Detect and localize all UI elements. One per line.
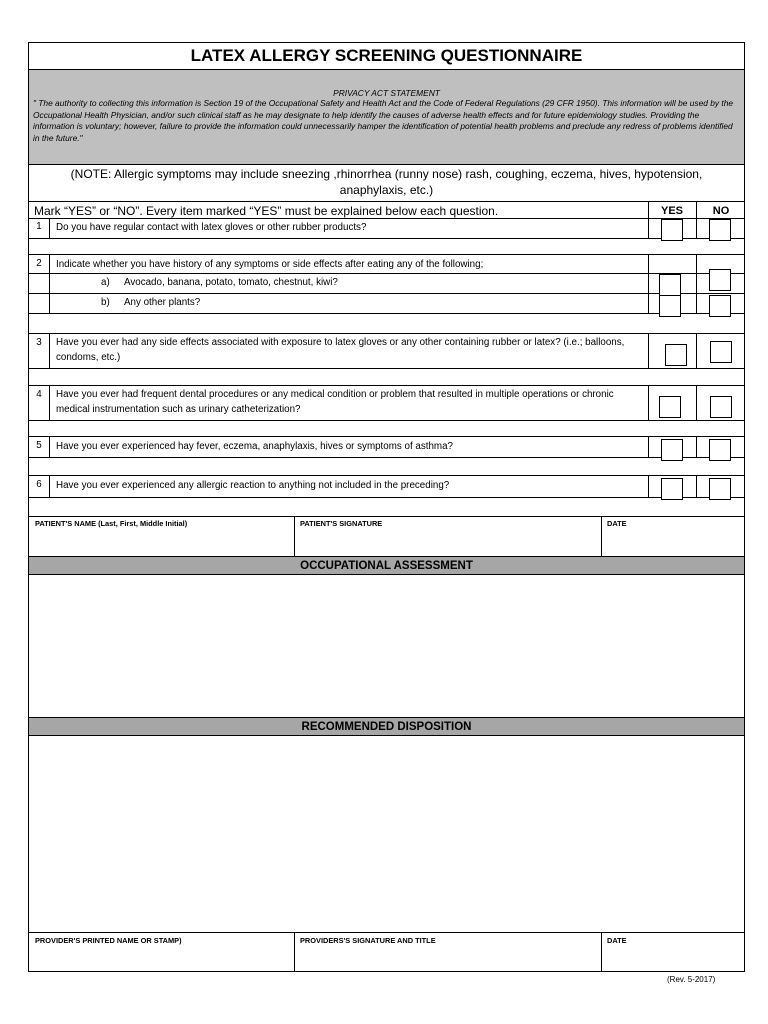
question-1-number: 1 (36, 221, 42, 232)
symptoms-note: (NOTE: Allergic symptoms may include sneezing ,rhinorrhea (runny nose) rash, coughing, eczema, hives, hypotension, anaphylaxis, etc.) (70, 167, 703, 197)
recommended-disposition-header: RECOMMENDED DISPOSITION (29, 717, 744, 736)
recommended-disposition-area[interactable] (29, 737, 744, 932)
q1-yes-checkbox[interactable] (661, 219, 683, 241)
privacy-body: " The authority to collecting this information is Section 19 of the Occupational Safety and Health Act and the Code of Federal Regulations (29 CFR 1950). This information will be used by the Occupational Health Physician, and/or such clinical staff as he may designate to help identify the causes of adverse health effects and for future epidemiology studies. Providing the information is voluntary; however, failure to provide the information could unnecessarily hamper the identification of potential health problems and preclude any redress of problems identified in the future." (33, 98, 734, 143)
q4-yes-checkbox[interactable] (659, 396, 681, 418)
instructions: Mark “YES” or “NO”. Every item marked “YES” must be explained below each question. (34, 204, 499, 218)
q6-yes-checkbox[interactable] (661, 478, 683, 500)
question-6-number: 6 (36, 479, 42, 490)
patient-name-label: PATIENT'S NAME (Last, First, Middle Initial) (35, 519, 188, 528)
no-column-header: NO (712, 205, 730, 217)
form-title: LATEX ALLERGY SCREENING QUESTIONNAIRE (190, 46, 583, 65)
provider-date-field[interactable] (606, 947, 742, 969)
question-6-text: Have you ever experienced any allergic reaction to anything not included in the preceding? (56, 480, 450, 491)
q3-yes-checkbox[interactable] (665, 344, 687, 366)
provider-name-field[interactable] (49, 947, 289, 969)
patient-signature-field[interactable] (299, 530, 596, 554)
patient-signature-label: PATIENT'S SIGNATURE (300, 519, 383, 528)
questionnaire-form (28, 42, 745, 972)
question-2b-text: Any other plants? (124, 297, 201, 308)
question-2b-label: b) (101, 297, 110, 308)
question-5-number: 5 (36, 440, 42, 451)
question-5-text: Have you ever experienced hay fever, eczema, anaphylaxis, hives or symptoms of asthma? (56, 441, 453, 452)
privacy-heading: PRIVACY ACT STATEMENT (333, 88, 440, 98)
q5-no-checkbox[interactable] (709, 439, 731, 461)
q2a-no-checkbox[interactable] (709, 269, 731, 291)
q2a-yes-checkbox[interactable] (659, 274, 681, 296)
provider-signature-field[interactable] (299, 947, 596, 969)
q6-no-checkbox[interactable] (709, 478, 731, 500)
revision-note: (Rev. 5-2017) (667, 975, 716, 984)
question-2a-label: a) (101, 277, 110, 288)
question-2-text: Indicate whether you have history of any symptoms or side effects after eating any of the following; (56, 259, 484, 270)
q1-no-checkbox[interactable] (709, 219, 731, 241)
occupational-assessment-area[interactable] (29, 576, 744, 717)
q4-no-checkbox[interactable] (710, 396, 732, 418)
patient-date-field[interactable] (606, 530, 742, 554)
q3-no-checkbox[interactable] (710, 341, 732, 363)
question-3-text: Have you ever had any side effects associated with exposure to latex gloves or any other containing rubber or latex? (i.e.; balloons, condoms, etc.) (56, 337, 625, 363)
question-4-text: Have you ever had frequent dental procedures or any medical condition or problem that resulted in multiple operations or chronic medical instrumentation such as urinary catheterization? (56, 389, 614, 415)
question-2a-text: Avocado, banana, potato, tomato, chestnut, kiwi? (124, 277, 338, 288)
provider-date-label: DATE (607, 936, 627, 945)
patient-name-field[interactable] (49, 530, 289, 554)
patient-date-label: DATE (607, 519, 627, 528)
question-3-number: 3 (36, 337, 42, 348)
question-2-number: 2 (36, 258, 42, 269)
privacy-act-statement (29, 69, 744, 165)
q2b-no-checkbox[interactable] (709, 295, 731, 317)
occupational-assessment-header: OCCUPATIONAL ASSESSMENT (29, 556, 744, 575)
provider-signature-label: PROVIDERS'S SIGNATURE AND TITLE (300, 936, 436, 945)
yes-column-header: YES (660, 205, 683, 217)
q2b-yes-checkbox[interactable] (659, 295, 681, 317)
question-1-text: Do you have regular contact with latex gloves or other rubber products? (56, 222, 367, 233)
q5-yes-checkbox[interactable] (661, 439, 683, 461)
provider-name-label: PROVIDER'S PRINTED NAME OR STAMP) (35, 936, 182, 945)
question-4-number: 4 (36, 389, 42, 400)
